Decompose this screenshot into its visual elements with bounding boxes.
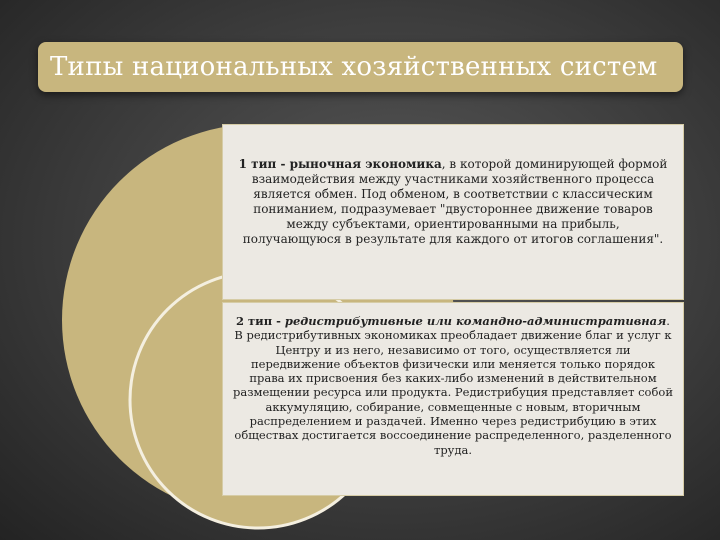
- page-title: Типы национальных хозяйственных систем: [50, 52, 658, 82]
- type2-prefix: 2 тип -: [236, 314, 285, 328]
- type2-panel: [222, 302, 684, 496]
- type1-lead: 1 тип - рыночная экономика: [238, 157, 442, 171]
- type1-body: , в которой доминирующей формой взаимодействия между участниками хозяйственного процесса является обмен. Под обменом, в соответствии с классическим пониманием, подразумевает "двустороннее движение товаров между субъектами, ориентированными на прибыль, получающуюся в результате для каждого от итогов соглашения".: [242, 157, 668, 246]
- type2-lead: редистрибутивные или командно-административная: [284, 314, 667, 328]
- title-bar: [38, 42, 683, 92]
- type1-panel: [222, 124, 684, 300]
- type2-body: . В редистрибутивных экономиках преобладает движение благ и услуг к Центру и из него, независимо от того, осуществляется ли передвижение объектов физически или меняется только порядок права их присвоения без каких-либо изменений в действительном размещении ресурса или продукта. Редистрибуция представляет собой аккумуляцию, собирание, совмещенные с новым, вторичным распределением и раздачей. Именно через редистрибуцию в этих обществах достигается воссоединение распределенного, разделенного труда.: [233, 314, 673, 457]
